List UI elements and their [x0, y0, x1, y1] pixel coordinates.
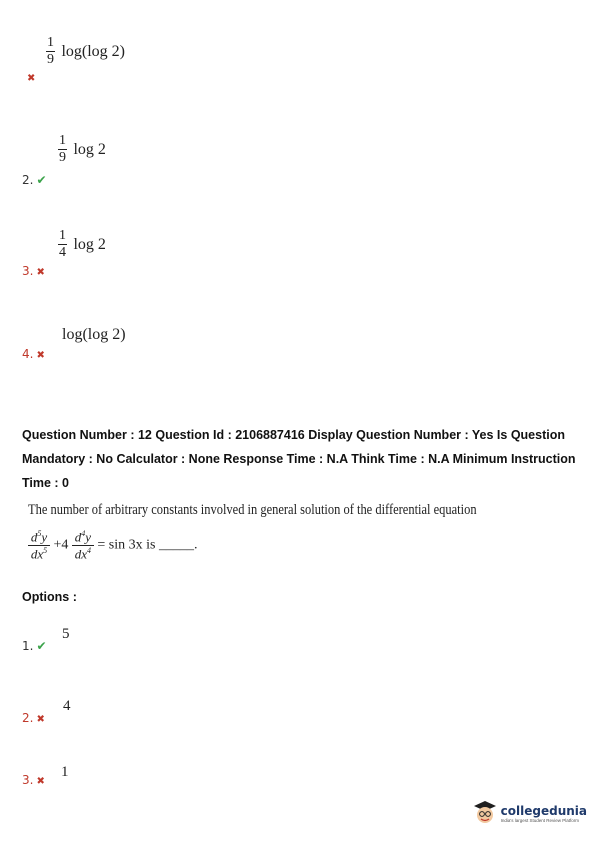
question-text: The number of arbitrary constants involved in general solution of the differential equation — [28, 502, 477, 518]
option-number: 2. — [22, 711, 34, 725]
cross-icon: ✖ — [36, 776, 45, 787]
student-mascot-icon — [473, 800, 497, 826]
cross-icon: ✖ — [36, 350, 45, 361]
option-2-value: 4 — [63, 698, 71, 714]
option-2-status — [22, 709, 45, 727]
question-equation — [28, 530, 197, 561]
equation-rhs: = sin 3x is _____. — [97, 537, 198, 553]
option-1-value: 5 — [62, 626, 70, 642]
prev-option-1 — [46, 36, 125, 67]
option-3-status — [22, 771, 45, 789]
logo-name: collegedunia — [500, 803, 587, 818]
option-3-value: 1 — [61, 764, 69, 780]
fraction: $\frac{1}{9}$ — [47, 35, 54, 67]
collegedunia-logo — [473, 800, 587, 826]
prev-option-2: $\frac{1}{9}$ log 2 — [59, 133, 106, 165]
option-number: 1. — [22, 639, 34, 653]
option-number: 3. — [22, 773, 34, 787]
options-label: Options : — [22, 590, 77, 604]
prev-option-3-status — [22, 262, 45, 280]
prev-option-3: $\frac{1}{4}$ log 2 — [59, 228, 106, 260]
logo-tagline: India's largest Student Review Platform — [500, 817, 580, 823]
option-number: 3. — [22, 264, 34, 278]
derivative-term-2: $\frac{d^4y}{dx^4}$ — [72, 530, 94, 561]
cross-icon: ✖ — [36, 714, 45, 725]
prev-option-4: log(log 2) — [62, 326, 126, 343]
derivative-term-1: $\frac{d^5y}{dx^5}$ — [28, 530, 50, 561]
check-icon: ✔ — [36, 639, 47, 653]
prev-option-1-status — [24, 68, 35, 86]
question-meta: Question Number : 12 Question Id : 2106887416 Display Question Number : Yes Is Question Mandatory : No Calculator : None Response Time : N.A Think Time : N.A Minimum Instruction Time : 0 — [22, 428, 576, 490]
plus-term: +4 — [53, 537, 69, 553]
cross-icon: ✖ — [27, 73, 36, 84]
prev-option-2-status — [22, 171, 47, 189]
cross-icon: ✖ — [36, 267, 45, 278]
option-number: 4. — [22, 347, 34, 361]
option-number: 2. — [22, 173, 34, 187]
prev-option-4-status — [22, 345, 45, 363]
option-1-status — [22, 637, 47, 655]
option-expression: log(log 2) — [61, 42, 125, 60]
check-icon: ✔ — [36, 173, 47, 187]
